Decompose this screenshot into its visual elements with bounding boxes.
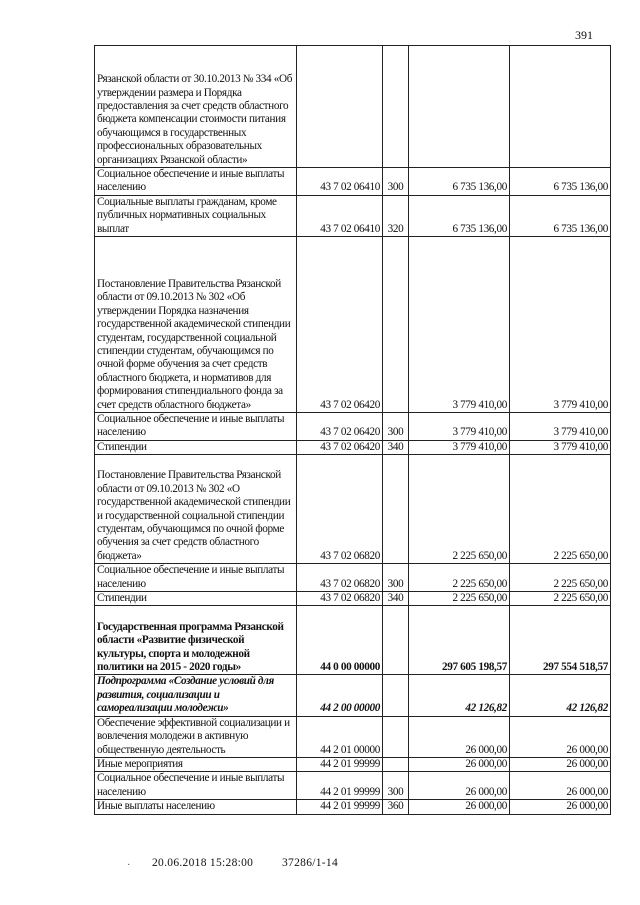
table-row (95, 46, 611, 168)
row-amount-1-cell: 2 225 650,00 (409, 564, 510, 592)
row-code-cell: 43 7 02 06420 (297, 413, 383, 441)
budget-table (94, 45, 611, 815)
row-code-cell: 44 2 01 99999 (297, 772, 383, 800)
row-name-cell: Социальное обеспечение и иные выплаты населению (95, 772, 297, 800)
row-expense-type-cell (383, 757, 409, 771)
row-amount-1-cell: 297 605 198,57 (409, 606, 510, 675)
row-amount-2-cell: 6 735 136,00 (510, 195, 611, 236)
row-amount-1-cell: 3 779 410,00 (409, 413, 510, 441)
table-row (95, 564, 611, 592)
row-amount-1-cell: 6 735 136,00 (409, 168, 510, 196)
row-code-cell: 43 7 02 06820 (297, 592, 383, 606)
row-code-cell: 43 7 02 06410 (297, 168, 383, 196)
row-expense-type-cell (383, 675, 409, 716)
table-row (95, 675, 611, 716)
row-code-cell: 44 2 00 00000 (297, 675, 383, 716)
row-name-cell: Социальное обеспечение и иные выплаты населению (95, 168, 297, 196)
row-name-cell: Социальное обеспечение и иные выплаты населению (95, 413, 297, 441)
row-amount-2-cell: 3 779 410,00 (510, 413, 611, 441)
row-code-cell: 43 7 02 06420 (297, 237, 383, 413)
footer-doc-number: 37286/1-14 (282, 857, 339, 869)
row-name-cell: Постановление Правительства Рязанской области от 09.10.2013 № 302 «Об утверждении Порядка назначения государственной академической стипендии студентам, государственной социальной стипендии студентам, обучающимся по очной форме обучения за счет средств областного бюджета, и нормативов для формирования стипендиального фонда за счет средств областного бюджета» (95, 237, 297, 413)
table-row (95, 440, 611, 454)
row-expense-type-cell: 300 (383, 772, 409, 800)
row-expense-type-cell (383, 237, 409, 413)
table-row (95, 168, 611, 196)
row-amount-1-cell: 6 735 136,00 (409, 195, 510, 236)
row-amount-2-cell: 297 554 518,57 (510, 606, 611, 675)
row-expense-type-cell: 300 (383, 564, 409, 592)
row-amount-2-cell: 26 000,00 (510, 772, 611, 800)
row-expense-type-cell: 360 (383, 800, 409, 814)
row-amount-2-cell: 2 225 650,00 (510, 455, 611, 564)
row-expense-type-cell (383, 46, 409, 168)
row-code-cell: 44 2 01 99999 (297, 757, 383, 771)
row-amount-2-cell: 3 779 410,00 (510, 440, 611, 454)
row-amount-1-cell: 2 225 650,00 (409, 455, 510, 564)
table-row (95, 237, 611, 413)
table-row (95, 592, 611, 606)
table-row (95, 195, 611, 236)
row-expense-type-cell (383, 716, 409, 757)
row-amount-2-cell: 3 779 410,00 (510, 237, 611, 413)
footer-mark: · (127, 860, 131, 871)
row-name-cell: Иные мероприятия (95, 757, 297, 771)
table-row (95, 800, 611, 814)
row-name-cell: Рязанской области от 30.10.2013 № 334 «Об утверждении размера и Порядка предоставления за счет средств областного бюджета компенсации стоимости питания обучающимся в государственных профессиональных образовательных организациях Рязанской области» (95, 46, 297, 168)
row-expense-type-cell (383, 606, 409, 675)
row-amount-1-cell: 3 779 410,00 (409, 237, 510, 413)
row-name-cell: Стипендии (95, 592, 297, 606)
row-expense-type-cell: 340 (383, 592, 409, 606)
row-name-cell: Иные выплаты населению (95, 800, 297, 814)
row-amount-2-cell: 26 000,00 (510, 757, 611, 771)
row-code-cell: 44 0 00 00000 (297, 606, 383, 675)
row-amount-2-cell: 26 000,00 (510, 716, 611, 757)
row-code-cell: 44 2 01 00000 (297, 716, 383, 757)
table-row (95, 606, 611, 675)
row-amount-2-cell: 6 735 136,00 (510, 168, 611, 196)
row-name-cell: Государственная программа Рязанской области «Развитие физической культуры, спорта и молодежной политики на 2015 - 2020 годы» (95, 606, 297, 675)
row-code-cell: 43 7 02 06820 (297, 564, 383, 592)
row-name-cell: Постановление Правительства Рязанской области от 09.10.2013 № 302 «О государственной академической стипендии и государственной социальной стипендии студентам, обучающимся по очной форме обучения за счет средств областного бюджета» (95, 455, 297, 564)
row-expense-type-cell: 320 (383, 195, 409, 236)
table-row (95, 716, 611, 757)
row-amount-1-cell: 26 000,00 (409, 800, 510, 814)
row-name-cell: Социальные выплаты гражданам, кроме публичных нормативных социальных выплат (95, 195, 297, 236)
row-amount-2-cell: 2 225 650,00 (510, 592, 611, 606)
row-amount-2-cell: 2 225 650,00 (510, 564, 611, 592)
row-amount-2-cell: 42 126,82 (510, 675, 611, 716)
row-name-cell: Обеспечение эффективной социализации и вовлечения молодежи в активную общественную деятельность (95, 716, 297, 757)
row-expense-type-cell: 300 (383, 413, 409, 441)
row-code-cell: 43 7 02 06410 (297, 195, 383, 236)
row-amount-2-cell (510, 46, 611, 168)
row-amount-1-cell: 42 126,82 (409, 675, 510, 716)
row-code-cell (297, 46, 383, 168)
row-amount-2-cell: 26 000,00 (510, 800, 611, 814)
row-amount-1-cell: 26 000,00 (409, 772, 510, 800)
row-amount-1-cell: 2 225 650,00 (409, 592, 510, 606)
row-code-cell: 44 2 01 99999 (297, 800, 383, 814)
page-number: 391 (575, 28, 593, 42)
footer-date: 20.06.2018 15:28:00 (152, 857, 254, 869)
row-name-cell: Подпрограмма «Создание условий для развития, социализации и самореализации молодежи» (95, 675, 297, 716)
row-code-cell: 43 7 02 06820 (297, 455, 383, 564)
row-amount-1-cell: 26 000,00 (409, 716, 510, 757)
table-row (95, 413, 611, 441)
row-expense-type-cell (383, 455, 409, 564)
row-code-cell: 43 7 02 06420 (297, 440, 383, 454)
table-row (95, 455, 611, 564)
table-row (95, 772, 611, 800)
row-expense-type-cell: 340 (383, 440, 409, 454)
row-name-cell: Стипендии (95, 440, 297, 454)
row-amount-1-cell: 26 000,00 (409, 757, 510, 771)
table-row (95, 757, 611, 771)
row-expense-type-cell: 300 (383, 168, 409, 196)
budget-table-body (95, 46, 611, 815)
row-name-cell: Социальное обеспечение и иные выплаты населению (95, 564, 297, 592)
row-amount-1-cell: 3 779 410,00 (409, 440, 510, 454)
row-amount-1-cell (409, 46, 510, 168)
